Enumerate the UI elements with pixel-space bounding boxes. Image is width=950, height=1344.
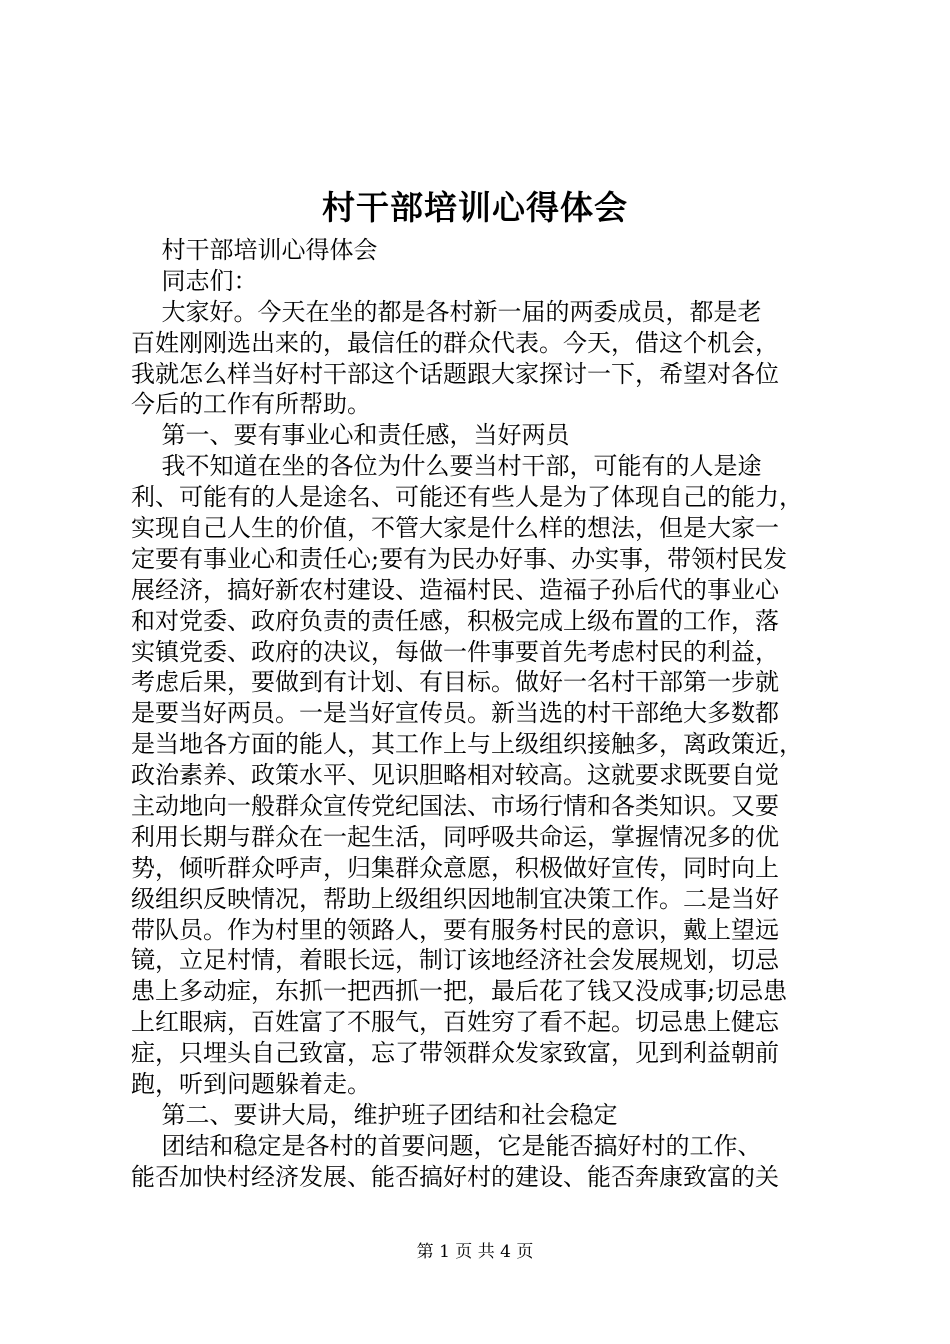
body-line: 展经济，搞好新农村建设、造福村民、造福子孙后代的事业心: [131, 575, 779, 604]
body-line: 势，倾听群众呼声，归集群众意愿，积极做好宣传，同时向上: [131, 853, 779, 882]
body-line: 是要当好两员。一是当好宣传员。新当选的村干部绝大多数都: [131, 699, 779, 728]
body-line: 我不知道在坐的各位为什么要当村干部，可能有的人是途: [131, 452, 762, 481]
body-line: 今后的工作有所帮助。: [131, 390, 371, 419]
body-line: 利用长期与群众在一起生活，同呼吸共命运，掌握情况多的优: [131, 822, 779, 851]
body-line: 我就怎么样当好村干部这个话题跟大家探讨一下，希望对各位: [131, 359, 779, 388]
body-line: 镜，立足村情，着眼长远，制订该地经济社会发展规划，切忌: [131, 946, 779, 975]
document-body: [131, 235, 841, 1193]
body-line: 实镇党委、政府的决议，每做一件事要首先考虑村民的利益，: [131, 637, 779, 666]
body-line: 跑，听到问题躲着走。: [131, 1070, 371, 1099]
document-title: 村干部培训心得体会: [322, 188, 628, 227]
body-line: 患上多动症，东抓一把西抓一把，最后花了钱又没成事;切忌患: [131, 977, 788, 1006]
body-line: 团结和稳定是各村的首要问题，它是能否搞好村的工作、: [131, 1131, 762, 1160]
body-line: 症，只埋头自己致富，忘了带领群众发家致富，见到利益朝前: [131, 1039, 779, 1068]
body-line: 大家好。今天在坐的都是各村新一届的两委成员，都是老: [131, 297, 762, 326]
body-line: 百姓刚刚选出来的，最信任的群众代表。今天，借这个机会，: [131, 328, 779, 357]
body-line: 村干部培训心得体会: [131, 236, 378, 264]
body-line: 主动地向一般群众宣传党纪国法、市场行情和各类知识。又要: [131, 792, 779, 821]
body-line: 考虑后果，要做到有计划、有目标。做好一名村干部第一步就: [131, 668, 779, 697]
body-line: 定要有事业心和责任心;要有为民办好事、办实事，带领村民发: [131, 544, 788, 573]
body-line: 同志们：: [131, 266, 258, 295]
body-line: 第二、要讲大局，维护班子团结和社会稳定: [131, 1100, 618, 1129]
body-line: 和对党委、政府负责的责任感，积极完成上级布置的工作，落: [131, 606, 779, 635]
body-line: 上红眼病，百姓富了不服气，百姓穷了看不起。切忌患上健忘: [131, 1008, 779, 1037]
page-footer: 第 1 页 共 4 页: [416, 1242, 534, 1262]
body-line: 是当地各方面的能人，其工作上与上级组织接触多，离政策近，: [131, 730, 803, 759]
body-line: 政治素养、政策水平、见识胆略相对较高。这就要求既要自觉: [131, 761, 779, 790]
body-line: 带队员。作为村里的领路人，要有服务村民的意识，戴上望远: [131, 915, 779, 944]
body-line: 级组织反映情况，帮助上级组织因地制宜决策工作。二是当好: [131, 884, 779, 913]
body-line: 能否加快村经济发展、能否搞好村的建设、能否奔康致富的关: [131, 1162, 779, 1191]
body-line: 利、可能有的人是途名、可能还有些人是为了体现自己的能力，: [131, 483, 803, 512]
body-line: 第一、要有事业心和责任感，当好两员: [131, 421, 570, 450]
body-line: 实现自己人生的价值，不管大家是什么样的想法，但是大家一: [131, 514, 779, 543]
